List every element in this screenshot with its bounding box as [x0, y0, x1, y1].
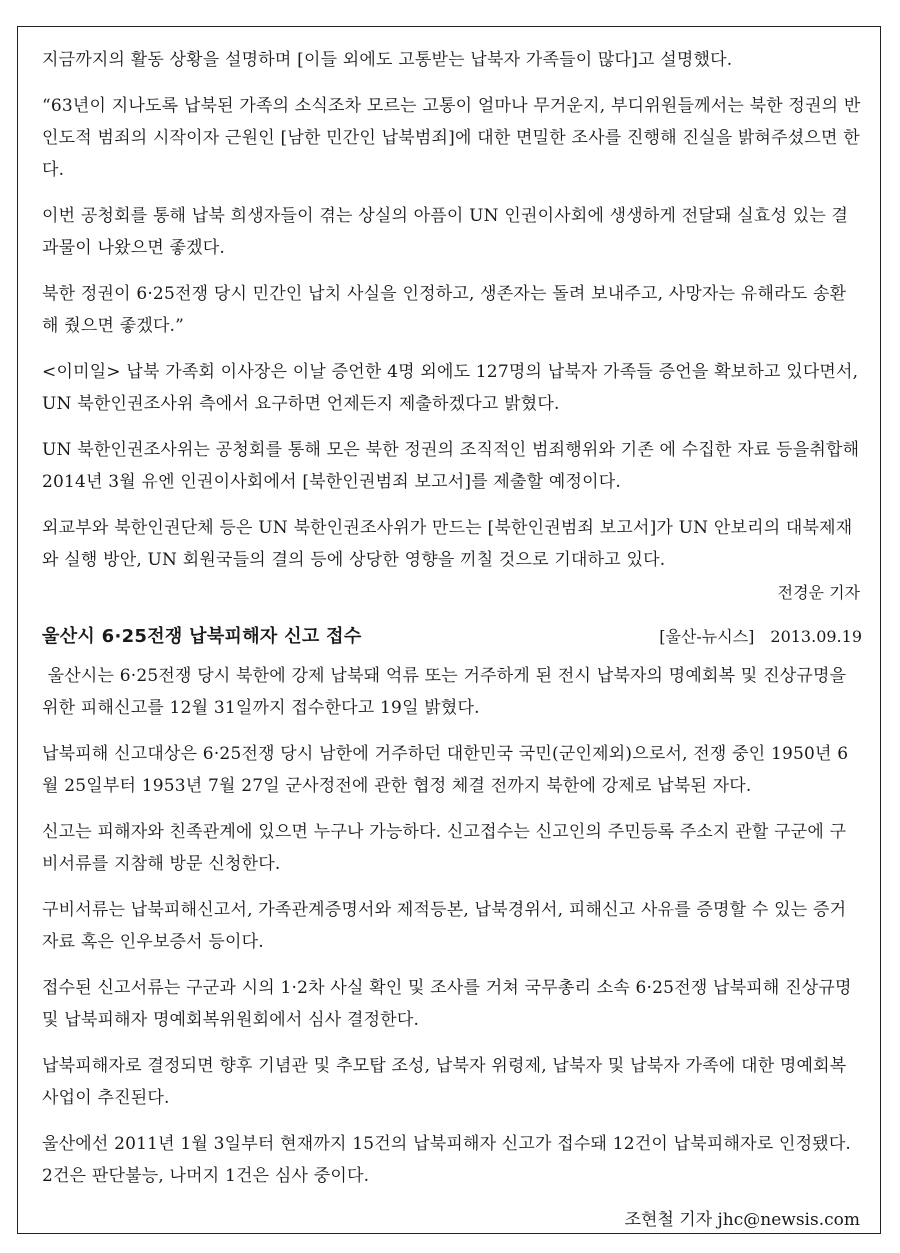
article-2-paragraph: 납북피해자로 결정되면 향후 기념관 및 추모탑 조성, 납북자 위령제, 납북자 및 납북자 가족에 대한 명예회복 사업이 추진된다.	[42, 1056, 847, 1108]
article-2-paragraph: 울산시는 6·25전쟁 당시 북한에 강제 납북돼 억류 또는 거주하게 된 전시 납북자의 명예회복 및 진상규명을 위한 피해신고를 12월 31일까지 접수한다고 19일 밝혔다.	[42, 666, 852, 718]
article-1-paragraph: 북한 정권이 6·25전쟁 당시 민간인 납치 사실을 인정하고, 생존자는 돌려 보내주고, 사망자는 유해라도 송환해 줬으면 좋겠다.”	[42, 284, 847, 336]
document-body	[42, 44, 862, 1234]
article-2	[42, 622, 862, 1234]
article-2-paragraph: 접수된 신고서류는 구군과 시의 1·2차 사실 확인 및 조사를 거쳐 국무총리 소속 6·25전쟁 납북피해 진상규명 및 납북피해자 명예회복위원회에서 심사 결정한다.	[42, 978, 852, 1030]
article-1-paragraph: 이번 공청회를 통해 납북 희생자들이 겪는 상실의 아픔이 UN 인권이사회에 생생하게 전달돼 실효성 있는 결과물이 나왔으면 좋겠다.	[42, 206, 849, 258]
article-1-paragraph: UN 북한인권조사위는 공청회를 통해 모은 북한 정권의 조직적인 범죄행위와 기존 에 수집한 자료 등을취합해 2014년 3월 유엔 인권이사회에서 [북한인권범죄 보고서]를 제출할 예정이다.	[42, 440, 860, 492]
article-2-paragraph: 울산에선 2011년 1월 3일부터 현재까지 15건의 납북피해자 신고가 접수돼 12건이 납북피해자로 인정됐다. 2건은 판단불능, 나머지 1건은 심사 중이다.	[42, 1134, 852, 1186]
article-1-paragraph: 외교부와 북한인권단체 등은 UN 북한인권조사위가 만드는 [북한인권범죄 보고서]가 UN 안보리의 대북제재와 실행 방안, UN 회원국들의 결의 등에 상당한 영향을 끼칠 것으로 기대하고 있다.	[42, 518, 853, 570]
article-1-paragraph: 지금까지의 활동 상황을 설명하며 [이들 외에도 고통받는 납북자 가족들이 많다]고 설명했다.	[42, 50, 733, 70]
article-2-meta	[659, 624, 862, 647]
article-2-header	[42, 622, 862, 648]
article-2-paragraph: 납북피해 신고대상은 6·25전쟁 당시 남한에 거주하던 대한민국 국민(군인제외)으로서, 전쟁 중인 1950년 6월 25일부터 1953년 7월 27일 군사정전에 관한 협정 체결 전까지 북한에 강제로 납북된 자다.	[42, 744, 849, 796]
article-2-paragraph: 구비서류는 납북피해신고서, 가족관계증명서와 제적등본, 납북경위서, 피해신고 사유를 증명할 수 있는 증거자료 혹은 인우보증서 등이다.	[42, 900, 847, 952]
article-1-byline: 전경운 기자	[777, 583, 860, 602]
article-2-source: [울산-뉴시스]	[659, 627, 755, 646]
article-1-paragraph: <이미일> 납북 가족회 이사장은 이날 증언한 4명 외에도 127명의 납북자 가족들 증언을 확보하고 있다면서, UN 북한인권조사위 측에서 요구하면 언제든지 제출하겠다고 밝혔다.	[42, 362, 859, 414]
article-2-paragraph: 신고는 피해자와 친족관계에 있으면 누구나 가능하다. 신고접수는 신고인의 주민등록 주소지 관할 구군에 구비서류를 지참해 방문 신청한다.	[42, 822, 847, 874]
article-1	[42, 44, 862, 606]
article-2-headline: 울산시 6·25전쟁 납북피해자 신고 접수	[42, 626, 362, 647]
article-2-byline: 조현철 기자 jhc@newsis.com	[624, 1210, 860, 1230]
article-1-paragraph: “63년이 지나도록 납북된 가족의 소식조차 모르는 고통이 얼마나 무거운지, 부디위원들께서는 북한 정권의 반인도적 범죄의 시작이자 근원인 [남한 민간인 납북범죄]에 대한 면밀한 조사를 진행해 진실을 밝혀주셨으면 한다.	[42, 96, 861, 180]
article-2-date: 2013.09.19	[770, 627, 862, 646]
